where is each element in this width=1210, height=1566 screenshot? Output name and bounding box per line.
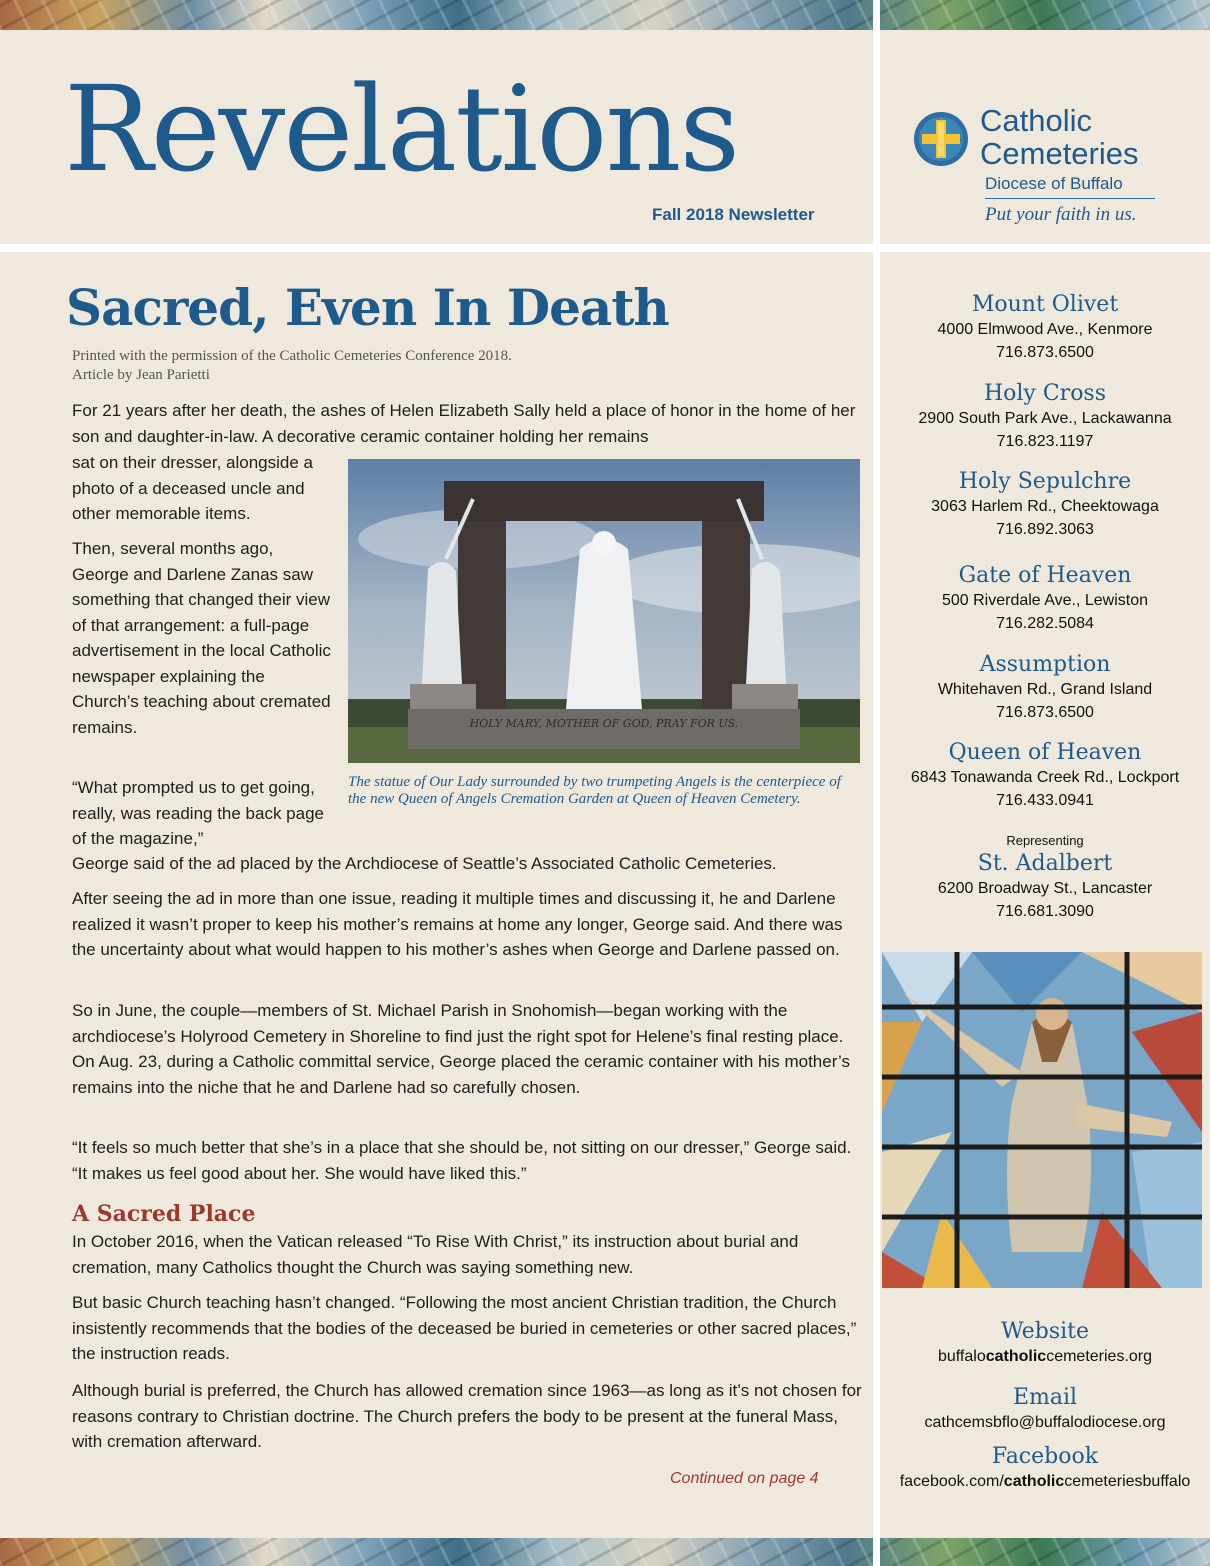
organization-name — [980, 104, 1139, 170]
contact-facebook — [890, 1443, 1200, 1493]
paragraph-6: “It feels so much better that she’s in a place that she should be, not sitting on our dresser,” George said. “It makes us feel good about her. She would have liked this.” — [72, 1138, 852, 1183]
newsletter-title: Revelations — [64, 60, 739, 198]
location-name: Gate of Heaven — [958, 563, 1132, 588]
location-phone: 716.681.3090 — [996, 903, 1094, 920]
issue-label: Fall 2018 Newsletter — [652, 205, 815, 224]
tagline: Put your faith in us. — [985, 204, 1137, 225]
location-address: 500 Riverdale Ave., Lewiston — [941, 592, 1149, 609]
contact-website — [890, 1318, 1200, 1368]
paragraph-7: In October 2016, when the Vatican released “To Rise With Christ,” its instruction about burial and cremation, many Catholics thought the Church was saying something new. — [72, 1232, 799, 1277]
location-phone: 716.892.3063 — [996, 521, 1094, 538]
location-name: Mount Olivet — [971, 292, 1119, 317]
email-label: Email — [1012, 1385, 1078, 1410]
logo-rule — [985, 198, 1155, 199]
statue-inscription: HOLY MARY, MOTHER OF GOD, PRAY FOR US. — [469, 717, 739, 730]
location-holy-cross — [890, 381, 1200, 453]
location-address: Whitehaven Rd., Grand Island — [937, 681, 1153, 698]
masthead-divider — [0, 244, 1210, 252]
photo-caption: The statue of Our Lady surrounded by two trumpeting Angels is the centerpiece of the new Queen of Angels Cremation Garden at Queen of Heaven Cemetery. — [348, 774, 841, 807]
paragraph-9: Although burial is preferred, the Church has allowed cremation since 1963—as long as it’s not chosen for reasons contrary to Christian doctrine. The Church prefers the body to be present at the funeral Mass, with cremation afterward. — [72, 1381, 862, 1451]
facebook-label: Facebook — [991, 1444, 1099, 1469]
email-link[interactable]: cathcemsbflo@buffalodiocese.org — [924, 1414, 1166, 1431]
statue-photo — [348, 459, 860, 763]
location-name: Queen of Heaven — [948, 740, 1142, 765]
location-address: 6843 Tonawanda Creek Rd., Lockport — [910, 769, 1180, 786]
paragraph-2: Then, several months ago, George and Darlene Zanas saw something that changed their view of that arrangement: a full-page advertisement in the local Catholic newspaper explaining the Church’s teaching about cremated remains. — [72, 539, 331, 737]
location-st-adalbert — [890, 851, 1200, 923]
paragraph-4: After seeing the ad in more than one issue, reading it multiple times and discussing it, he and Darlene realized it wasn’t proper to keep his mother’s remains at home any longer, George said. And there was the uncertainty about what would happen to his mother’s ashes when George and Darlene passed on. — [72, 889, 843, 959]
continued-note: Continued on page 4 — [670, 1470, 819, 1487]
mosaic-border-top — [0, 0, 1210, 30]
website-link[interactable]: buffalocatholiccemeteries.org — [937, 1348, 1153, 1365]
organization-name-line2: Cemeteries — [980, 136, 1139, 171]
column-divider — [873, 0, 880, 1566]
location-address: 2900 South Park Ave., Lackawanna — [918, 410, 1172, 427]
credit-permission: Printed with the permission of the Catholic Cemeteries Conference 2018. — [72, 348, 512, 364]
location-address: 4000 Elmwood Ave., Kenmore — [937, 321, 1153, 338]
facebook-link[interactable]: facebook.com/catholiccemeteriesbuffalo — [899, 1473, 1191, 1490]
paragraph-8: But basic Church teaching hasn’t changed. “Following the most ancient Christian tradition, the Church insistently recommends that the bodies of the deceased be buried in cemeteries or other sacred places,” the instruction reads. — [72, 1293, 857, 1363]
location-mount-olivet — [890, 292, 1200, 364]
location-gate-of-heaven — [890, 563, 1200, 635]
location-name: Assumption — [979, 652, 1111, 677]
paragraph-1a: For 21 years after her death, the ashes of Helen Elizabeth Sally held a place of honor in the home of her son and daughter-in-law. A decorative ceramic container holding her remains — [72, 401, 856, 446]
paragraph-3a: “What prompted us to get going, really, was reading the back page of the magazine,” — [72, 778, 325, 848]
credit-author: Article by Jean Parietti — [72, 367, 210, 383]
mosaic-border-bottom — [0, 1538, 1210, 1566]
diocese-label: Diocese of Buffalo — [985, 174, 1123, 193]
organization-name-line1: Catholic — [980, 103, 1092, 138]
location-phone: 716.282.5084 — [996, 615, 1094, 632]
paragraph-1b: sat on their dresser, alongside a photo of a deceased uncle and other memorable items. — [72, 453, 313, 523]
subheading: A Sacred Place — [72, 1201, 256, 1227]
location-phone: 716.823.1197 — [996, 433, 1094, 450]
location-name: St. Adalbert — [977, 851, 1113, 876]
stained-glass-image — [882, 952, 1202, 1288]
paragraph-3b: George said of the ad placed by the Archdiocese of Seattle’s Associated Catholic Cemeteries. — [72, 854, 777, 873]
paragraph-5: So in June, the couple—members of St. Michael Parish in Snohomish—began working with the archdiocese’s Holyrood Cemetery in Shoreline to find just the right spot for Helene’s final resting place. On Aug. 23, during a Catholic committal service, George placed the ceramic container with his mother’s remains into the niche that he and Darlene had so carefully chosen. — [72, 1001, 850, 1097]
location-phone: 716.873.6500 — [996, 344, 1094, 361]
location-assumption — [890, 652, 1200, 724]
representing-label: Representing — [1006, 833, 1084, 848]
location-phone: 716.433.0941 — [996, 792, 1094, 809]
article-headline: Sacred, Even In Death — [66, 278, 669, 337]
location-phone: 716.873.6500 — [996, 704, 1094, 721]
website-label: Website — [1000, 1319, 1090, 1344]
location-holy-sepulchre — [890, 469, 1200, 541]
contact-email — [890, 1384, 1200, 1434]
location-queen-of-heaven — [890, 740, 1200, 812]
location-address: 3063 Harlem Rd., Cheektowaga — [931, 498, 1159, 515]
location-name: Holy Sepulchre — [958, 469, 1132, 494]
location-address: 6200 Broadway St., Lancaster — [937, 880, 1153, 897]
cross-logo-icon — [912, 110, 970, 168]
location-name: Holy Cross — [983, 381, 1107, 406]
article-credit — [72, 347, 512, 385]
